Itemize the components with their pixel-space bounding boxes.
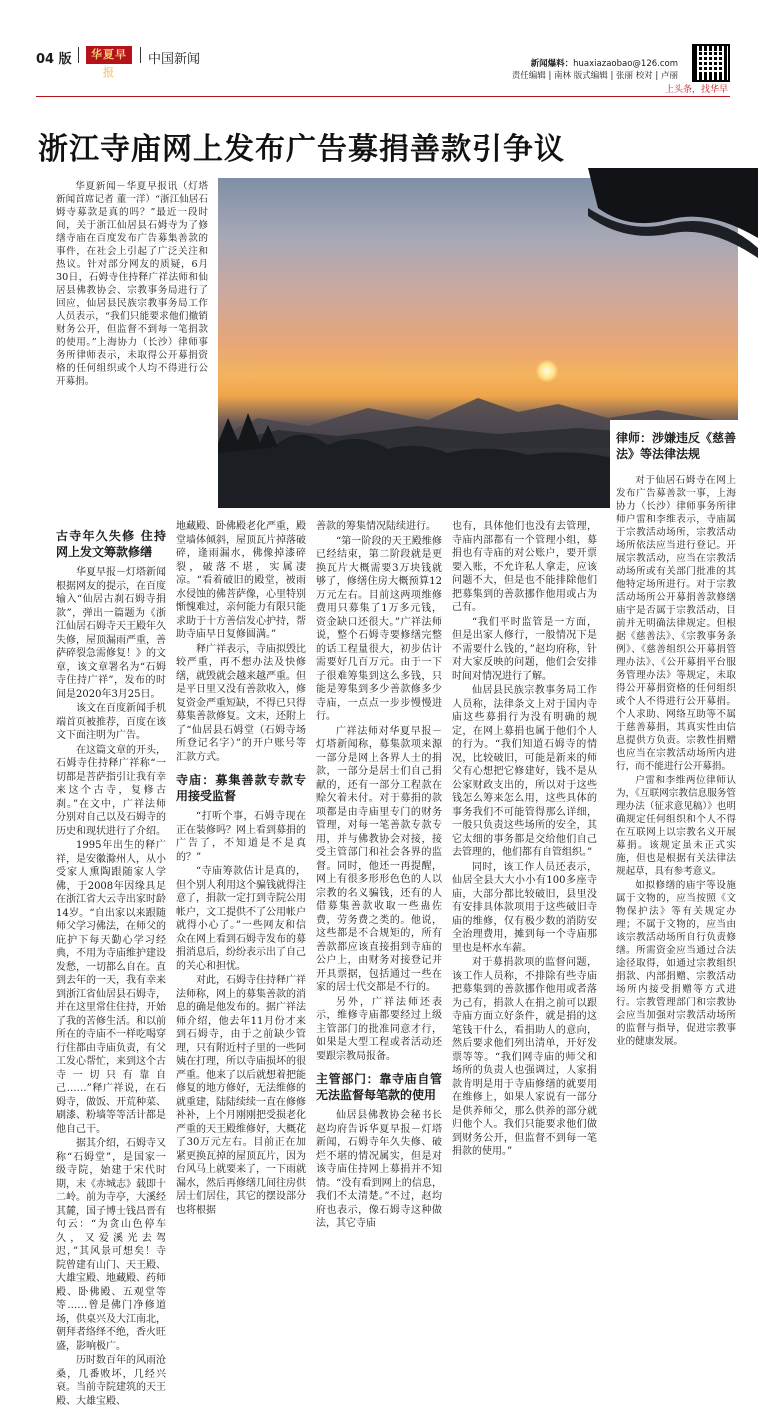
section-heading: 主管部门：靠寺庙自管无法监督每笔款的使用 bbox=[316, 1072, 442, 1102]
divider bbox=[78, 47, 79, 63]
news-tip-email[interactable]: huaxiazaobao@126.com bbox=[573, 59, 678, 69]
article-paragraph: 如拟修缮的庙宇等设施属于文物的，应当按照《文物保护法》等有关规定办理；不属于文物的，应当由该宗教活动场所自行负责修缮。所需资金应当通过合法途径取得，如通过宗教组织捐款、内部捐赠、宗教活动场所内接受捐赠等方式进行。宗教管理部门和宗教协会应当加强对宗教活动场所的监督与指导，促进宗教事业的健康发展。 bbox=[616, 880, 736, 1047]
news-tip-line bbox=[512, 58, 678, 70]
temple-eave-silhouette bbox=[588, 168, 758, 288]
tagline: 上头条，找华早 bbox=[664, 85, 728, 95]
article-paragraph: 广祥法师对华夏早报－灯塔新闻称，募集款项来源一部分是网上各界人士的捐款，一部分是居士们自己捐献的，还有一部分工程款在赊欠着未付。对于募捐的款项都是由寺庙里专门的财务管理，对每一笔善款专款专用，并与佛教协会对接，接受主管部门和社会各界的监督。同时，他还一再提醒，网上有很多形形色色的人以宗教的名义骗钱，还有的人借募集善款收取一些蛊佐费，劳务费之类的。他说，这些都是不合规矩的，所有善款都应该直接捐到寺庙的公户上，由财务对接登记并开具票据，包括通过一些在家的居士代交都是不行的。 bbox=[316, 725, 442, 993]
article-paragraph: 对于募捐款项的监督问题，该工作人员称，不排除有些寺庙把募集到的善款挪作他用或者落为己有，捐款人在捐之前可以跟寺庙方面立好条件，就是捐的这笔钱干什么，看捐助人的意向，然后要求他们列出清单，开好发票等等。“我们网寺庙的师父和场所的负责人也强调过，人家捐款肯明是用于寺庙修缮的就要用在维修上，如果人家说有一部分是供养师父，那么供养的部分就归他个人。我们只能要求他们做到财务公开，但监督不到每一笔捐款的使用。” bbox=[452, 957, 597, 1157]
article-paragraph: 户雷和李维两位律师认为，《互联网宗教信息服务管理办法（征求意见稿）》也明确规定任何组织和个人不得在互联网上以宗教名义开展募捐。该规定虽未正式实施，但也是根据有关法律法规起草，具有参考意义。 bbox=[616, 775, 736, 877]
article-paragraph: 另外，广祥法师还表示，维修寺庙都要经过上级主管部门的批准同意才行，如果是大型工程或者活动还要跟宗教局报备。 bbox=[316, 996, 442, 1062]
article-paragraph: 地藏殿、卧佛殿老化严重，殿堂墙体倾斜，屋顶瓦片掉落破碎，逢雨漏水，佛像掉漆碎裂，破落不堪，实属凄凉。“看着破旧的殿堂，被雨水侵蚀的佛菩萨像，心里特别惭愧难过，亲何能力有限只能求助于十方善信发心护持，帮助寺庙早日复修圆满。” bbox=[176, 521, 306, 640]
newspaper-logo: 华夏早报 bbox=[86, 46, 132, 64]
section-name: 中国新闻 bbox=[148, 52, 201, 67]
editor-credits: 责任编辑 | 南林 版式编辑 | 张丽 校对 | 卢丽 bbox=[511, 71, 678, 81]
article-paragraph: 该文在百度新闻手机端首页被推荐，百度在该文下面注明为广告。 bbox=[56, 703, 166, 741]
article-column-2 bbox=[176, 520, 306, 1216]
article-paragraph: 据其介绍，石姆寺又称“石姆堂”，是国家一级寺院，始建于宋代时期，末《赤城志》载即十二岭。前为寺亭，大溪经其麓，国子博士钱昌晋有句云：“为贪山色停车久，又爱溪光去驾迟，”其风景可想矣！寺院曾建有山门、天王殿、大雄宝殿、地藏殿、药师殿、卧佛殿、五观堂等等……曾是佛门净修道场，供桌兴及大江南北，朝拜者络绎不绝，香火旺盛，影响极广。 bbox=[56, 1138, 166, 1352]
lead-paragraph: 华夏新闻－华夏早报讯（灯塔新闻首席记者 董一洋）“浙江仙居石姆寺募款是真的吗？”最近一段时间，关于浙江仙居县石姆寺为了修缮寺庙在百度发布广告募集善款的事件，在社会上引起了广泛关注和热议。针对部分网友的质疑，6月30日，石姆寺住持释广祥法师和仙居县佛教协会、宗教事务局进行了回应，仙居县民族宗教事务局工作人员表示，“我们只能要求他们撤销财务公开，但监督不到每一笔捐款的使用。”上海协力（长沙）律师事务所律师表示，未取得公开募捐资格的任何组织或个人均不得进行公开募捐。 bbox=[56, 181, 208, 387]
article-paragraph: 善款的筹集情况陆续进行。 bbox=[316, 521, 436, 532]
article-column-4 bbox=[452, 520, 597, 1157]
article-column-3 bbox=[316, 520, 442, 1229]
article-paragraph: 也有，具体他们也没有去管理，寺庙内部都有一个管理小组，募捐也有寺庙的对公账户，要开票要入账，不允许私人拿走，应该问题不大，但是也不能排除他们把募集到的善款挪作他用或占为己有。 bbox=[452, 521, 597, 613]
page-number: 04 版 bbox=[36, 52, 72, 67]
article-paragraph: 对此，石姆寺住持释广祥法师称，网上的募集善款的消息的确是他发布的。据广祥法师介绍，他去年11月份才来到石姆寺，由于之前缺少管理，只有附近村子里的一些阿姨在打理，所以寺庙损坏的很严重。他来了以后就想着把能修复的地方修好，无法维修的就重建，陆陆续续一直在修修补补，上个月刚刚把受损老化严重的天王殿维修好，大概花了30万元左右。目前正在加紧更换瓦掉的屋顶瓦片，因为台风马上就要来了，一下雨就漏水，然后再修缮几间往房供居士们居住，其它的摆设部分也将根据 bbox=[176, 975, 306, 1216]
lead-column bbox=[56, 180, 208, 510]
article-paragraph: 仙居县民族宗教事务局工作人员称，法律条文上对于国内寺庙这些募捐行为没有明确的规定，在网上募捐也属于他们个人的行为。“我们知道石姆寺的情况，比较破旧，可能是新来的师父有心想把它修建好，钱不是从公家财政支出的，所以对于这些钱怎么筹来怎么用，这些具体的事务我们不可能管得那么详细，一般只负责这些场所的安全，其它太细的事务都是交给他们自己去管理的，他们都有自管组织。” bbox=[452, 685, 597, 858]
article-paragraph: 1995年出生的释广祥，是安徽滁州人，从小受家人熏陶跟随家人学佛，于2008年因缘具足在浙江省大云寺出家时龄14岁。“自出家以来跟随师父学习佛法，在师父的庇护下每天勤心学习经典，不用为寺庙维护建设发愁，一切都么自在。直到去年的一天，我有幸来到浙江省仙居县石姆寺，并在这里常住住持，开始了我的苦修生活。和以前所在的寺庙不一样吃喝穿行住都由寺庙负责，有父工发心帮忙，来到这个古寺一切只有靠自己……”释广祥说，在石姆寺，做饭、开荒种菜、刷漆、粉墙等等活计都是他自己干。 bbox=[56, 840, 166, 1135]
article-paragraph: “打听个事，石姆寺现在正在装修吗？网上看到募捐的广告了，不知道是不是真的？” bbox=[176, 811, 306, 863]
sidebar-heading: 律师：涉嫌违反《慈善法》等法律法规 bbox=[616, 431, 737, 461]
masthead bbox=[36, 44, 730, 95]
qr-code-icon[interactable] bbox=[692, 44, 730, 82]
article-paragraph: 释广祥表示，寺庙拟毁比较严重，再不想办法及快修缮，就毁就会越来越严重。但是平日里又没有善款收入，修复资金严重短缺，不得已只得募集善款修复。文末，还附上了“仙居县石姆堂（石姆寺场所登记名字）”的开户账号等汇款方式。 bbox=[176, 643, 306, 763]
article-paragraph: 仙居县佛教协会秘书长赵均府告诉华夏早报－灯塔新闻，石姆寺年久失修、破烂不堪的情况属实，但是对该寺庙住持网上募捐并不知情。“没有看到网上的信息，我们不太清楚。”不过，赵均府也表示，像石姆寺这种做法，其它寺庙 bbox=[316, 1110, 442, 1229]
article-paragraph: 华夏早报－灯塔新闻根据网友的提示，在百度输入“仙居古刹石姆寺捐款”，弹出一篇题为《浙江仙居石姆寺天王殿年久失修，屋顶漏雨严重，善萨碎裂急需修复！》的文章，该文章署名为“石姆寺住持广祥”，发布的时间是2020年3月25日。 bbox=[56, 567, 166, 700]
article-paragraph: 对于仙居石姆寺在网上发布广告募善款一事，上海协力（长沙）律师事务所律师户雷和李维表示，寺庙属于宗教活动场所，宗教活动场所依法应当进行登记。开展宗教活动，应当在宗教活动场所或有关部门批准的其他特定场所进行。对于宗教活动场所公开募捐善款修缮庙宇是否属于宗教活动，目前并无明确法律规定。但根据《慈善法》、《宗教事务条例》、《慈善组织公开募捐管理办法》、《公开募捐平台服务管理办法》等规定，未取得公开募捐资格的任何组织或个人不得进行公开募捐。个人求助、网络互助等不属于慈善募捐，其真实性由信息提供方负责。宗教性捐赠也应当在宗教活动场所内进行，而不能进行公开募捐。 bbox=[616, 475, 736, 772]
news-tip-label: 新闻爆料： bbox=[530, 59, 574, 69]
article-paragraph: “第一阶段的天王殿维修已经结束，第二阶段就是更换瓦片大概需要3万块钱就够了，修缮住房大概预算12万元左右。目前这两项维修费用只募集了1万多元钱，资金缺口还很大。”广祥法师说，整个石姆寺要修缮完整的话工程量很大，初步估计需要好几百万元。由于一下子很难筹集到这么多钱，只能是筹集到多少善款修多少寺庙，一点点一步步慢慢进行。 bbox=[316, 535, 442, 722]
section-heading: 古寺年久失修 住持网上发文筹款修缮 bbox=[56, 529, 166, 559]
article-paragraph: 同时，该工作人员还表示，仙居全县大大小小有100多座寺庙，大部分都比较破旧，县里没有安排具体款项用于这些破旧寺庙的维修，仅有极少数的消防安全治理费用，摊到每一个寺庙那里也是杯水车薪。 bbox=[452, 861, 597, 954]
masthead-rule bbox=[36, 96, 730, 97]
page-title: 浙江寺庙网上发布广告募捐善款引争议 bbox=[38, 132, 565, 167]
divider bbox=[140, 47, 141, 63]
article-paragraph: 历时数百年的风雨沧桑，几番败坏，几经兴衰。当前寺院建筑的天王殿、大雄宝殿、 bbox=[56, 1355, 166, 1407]
article-column-1 bbox=[56, 520, 166, 1407]
article-paragraph: 在这篇文章的开头，石姆寺住持释广祥称“一切都是菩萨指引让我有幸来这个古寺，复修古刹。”在文中，广祥法师分别对自己以及石姆寺的历史和现状进行了介绍。 bbox=[56, 744, 166, 837]
article-paragraph: “我们平时监管是一方面，但是出家人修行，一般情况下是不需要什么钱的，”赵均府称，针对大家反映的问题，他们会安排时间对情况进行了解。 bbox=[452, 616, 597, 682]
article-column-5 bbox=[616, 474, 736, 1047]
masthead-credits bbox=[512, 58, 678, 82]
article-paragraph: “寺庙筹款估计是真的，但个别人利用这个骗钱就得注意了，捐款一定打到寺院公用帐户，文工提供不了公用帐户就得小心了。”一些网友和信众在网上看到石姆寺发布的募捐消息后，纷纷表示出了自己的关心和担忧。 bbox=[176, 866, 306, 972]
section-heading: 寺庙：募集善款专款专用接受监督 bbox=[176, 773, 306, 803]
